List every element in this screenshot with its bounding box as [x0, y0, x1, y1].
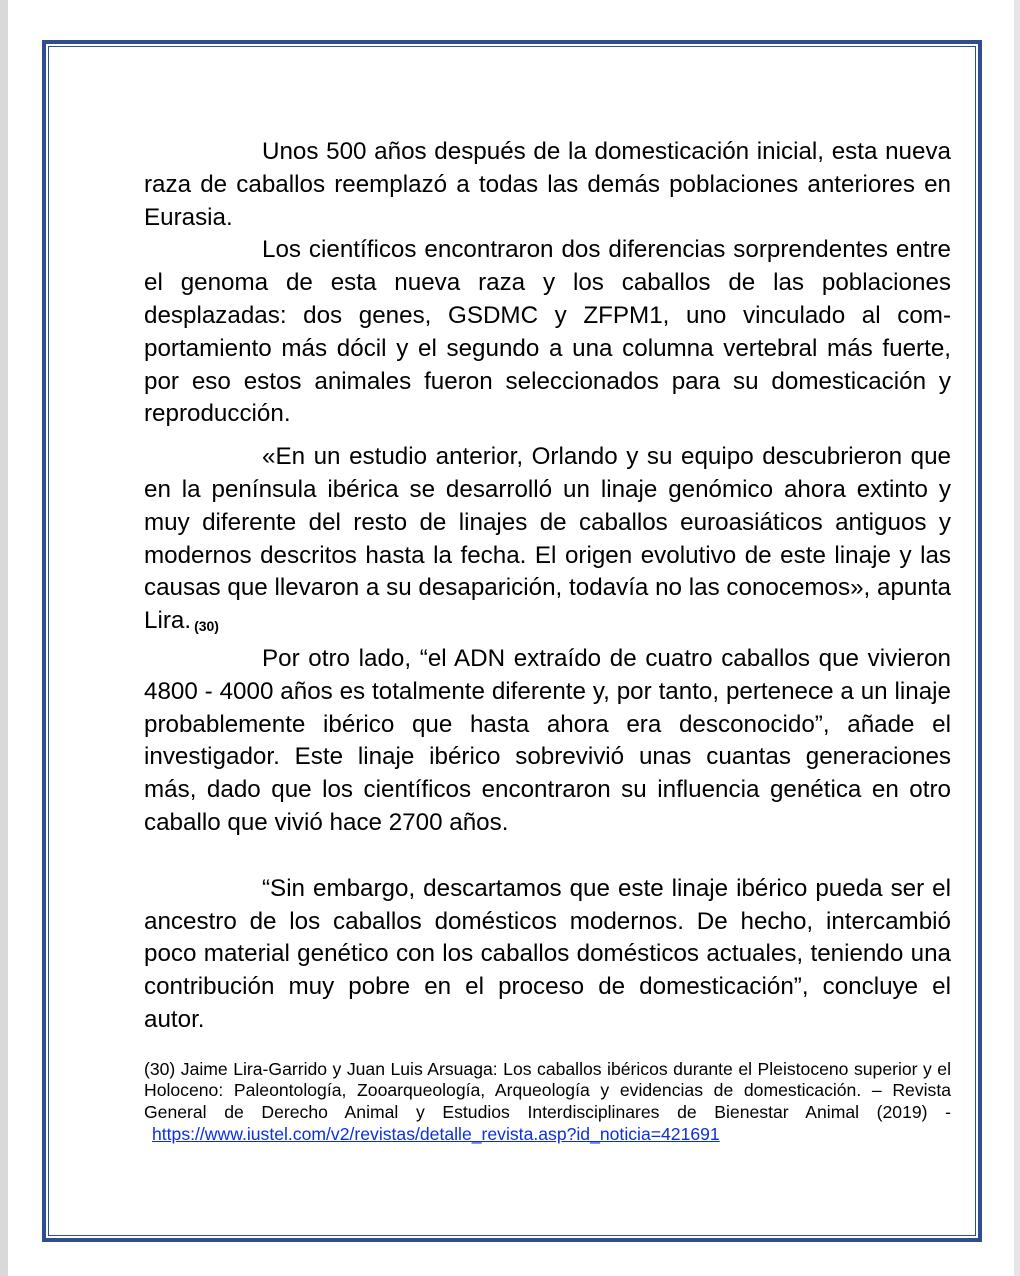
footnote-text: (30) Jaime Lira-Garrido y Juan Luis Arsuaga: Los caballos ibéricos durante el Pleistoceno superior y el Holoceno: Paleontología, Zooarqueología, Arqueología y evidencias de domesticación. – Revista General de Derecho Animal y Estudios Interdisciplinares de Bienestar Animal (2019) - [144, 1058, 951, 1122]
paragraph-genome-differences: Los científicos encontraron dos diferencias sorprendentes entre el genoma de esta nueva raza y los caballos de las poblaciones desplazadas: dos genes, GSDMC y ZFPM1, uno vinculado al comportamiento más dócil y el segundo a una columna vertebral más fuerte, por eso estos animales fueron seleccionados para su domesticación y reproducción. [144, 236, 951, 428]
footnote [144, 1059, 951, 1145]
footnote-link[interactable]: https://www.iustel.com/v2/revistas/detalle_revista.asp?id_noticia=421691 [152, 1123, 720, 1144]
document-body [144, 136, 951, 1145]
paragraph-iberian-lineage-text: «En un estudio anterior, Orlando y su equipo descubrieron que en la península ibérica se desarrolló un linaje genómico ahora extinto y muy diferente del resto de linajes de caballos euroasiáticos antiguos y modernos descritos hasta la fecha. El origen evolutivo de este linaje y las causas que llevaron a su desaparición, todavía no las conocemos», apunta Lira. [144, 443, 951, 635]
paragraph-iberian-lineage [144, 441, 951, 643]
paragraph-dna-extraction: Por otro lado, “el ADN extraído de cuatro caballos que vivieron 4800 - 4000 años es totalmente diferente y, por tanto, pertenece a un linaje probablemente ibérico que hasta ahora era desconocido”, añade el investigador. Este linaje ibérico sobrevivió unas cuantas generaciones más, dado que los científicos encontraron su influencia genética en otro caballo que vivió hace 2700 años. [144, 644, 951, 836]
page-shadow-left [0, 0, 8, 1276]
page-shadow-right [1014, 0, 1020, 1276]
paragraph-domestication: Unos 500 años después de la domesticación inicial, esta nueva raza de caballos reemplazó a todas las demás poblaciones anteriores en Eurasia. [144, 138, 951, 231]
reference-marker: (30) [194, 618, 219, 635]
paragraph-conclusion: “Sin embargo, descartamos que este linaje ibérico pueda ser el ancestro de los caballos domésticos modernos. De hecho, intercambió poco material genético con los caballos domésticos actuales, teniendo una contribución muy pobre en el proceso de domesticación”, concluye el autor. [144, 874, 951, 1033]
